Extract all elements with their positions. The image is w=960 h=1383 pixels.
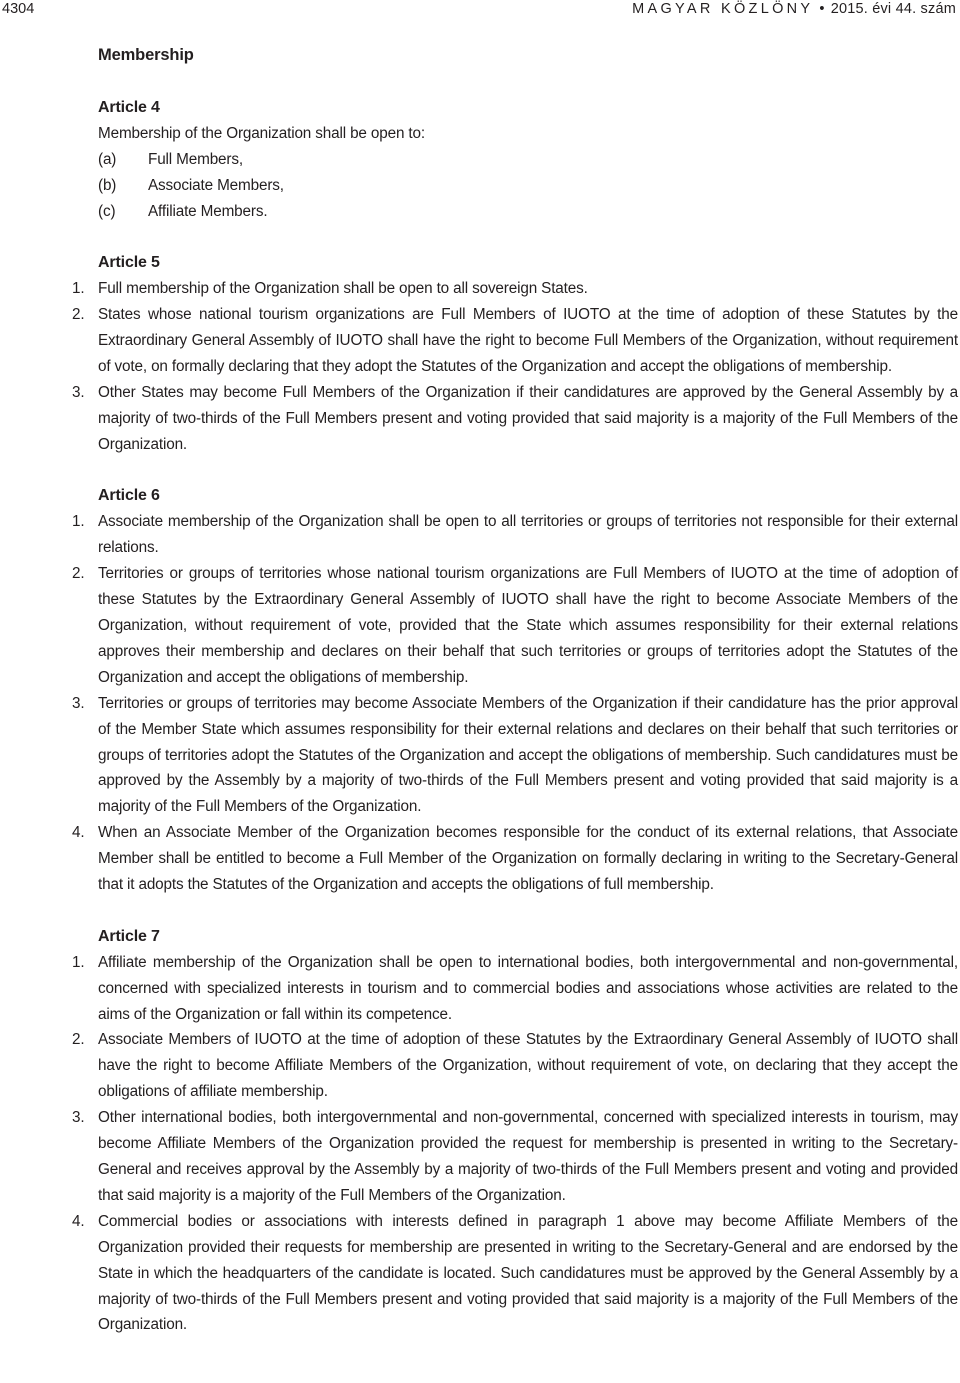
list-item [72, 1105, 958, 1209]
list-marker: 3. [72, 383, 85, 401]
list-marker: 2. [72, 565, 85, 583]
list-item [72, 302, 958, 380]
page-number: 4304 [2, 1, 35, 17]
spacer [98, 458, 958, 484]
list-item-text: When an Associate Member of the Organization becomes responsible for the conduct of its external relations, that Associate Member shall be entitled to become a Full Member of the Organization on formally declaring in writing to the Secretary-General that it adopts the Statutes of the Organization and accepts the obligations of full membership. [98, 824, 958, 894]
issue-label: 2015. évi 44. szám [830, 1, 956, 17]
list-item [98, 173, 958, 199]
list-item-text: Other States may become Full Members of the Organization if their candidatures are approved by the General Assembly by a majority of two-thirds of the Full Members present and voting provided that said majority is a majority of the Full Members of the Organization. [98, 383, 958, 453]
list-item [98, 147, 958, 173]
article-intro: Membership of the Organization shall be open to: [98, 124, 425, 142]
list-item-text: Commercial bodies or associations with interests defined in paragraph 1 above may become Affiliate Members of the Organization provided their requests for membership are presented in writing to the Secretary-General and are endorsed by the State in which the headquarters of the candidate is located. Such candidatures must be approved by the General Assembly by a majority of two-thirds of the Full Members present and voting provided that said majority is a majority of the Full Members of the Organization. [98, 1212, 958, 1334]
spacer [98, 224, 958, 250]
document-body [72, 43, 958, 1338]
page-header [0, 0, 960, 18]
article-title: Article 6 [98, 487, 160, 505]
list-item-text: Territories or groups of territories may become Associate Members of the Organization if their candidature has the prior approval of the Member State which assumes responsibility for their external relations and declares on their behalf that such territories or groups of territories adopt the Statutes of the Organization and accept the obligations of membership. Such candidatures must be approved by the Assembly by a majority of two-thirds of the Full Members present and voting provided that said majority is a majority of the Full Members of the Organization. [98, 694, 958, 816]
article-title: Article 7 [98, 927, 160, 945]
list-item-text: States whose national tourism organizations are Full Members of IUOTO at the time of adoption of these Statutes by the Extraordinary General Assembly of IUOTO shall have the right to become Full Members of the Organization, without requirement of vote, on formally declaring that they adopt the Statutes of the Organization and accept the obligations of membership. [98, 306, 958, 375]
list-item-text: Territories or groups of territories whose national tourism organizations are Full Members of IUOTO at the time of adoption of these Statutes by the Extraordinary General Assembly of IUOTO shall have the right to become Associate Members of the Organization, without requirement of vote, provided that the State which assumes responsibility for their external relations approves their membership and declares on their behalf that such territories or groups of territories adopt the Statutes of the Organization and accept the obligations of membership. [98, 565, 958, 686]
list-marker: 2. [72, 306, 85, 324]
list-item-text: Associate Members of IUOTO at the time of adoption of these Statutes by the Extraordinary General Assembly of IUOTO shall have the right to become Affiliate Members of the Organization, without requirement of vote, on declaring that they accept the obligations of affiliate membership. [98, 1031, 958, 1101]
list-marker: 3. [72, 694, 85, 712]
list-marker: 1. [72, 953, 85, 971]
list-marker: 1. [72, 513, 85, 531]
article-title: Article 5 [98, 254, 160, 272]
list-item [72, 950, 958, 1028]
list-marker: 4. [72, 824, 85, 842]
list-item [72, 820, 958, 898]
numbered-list [72, 950, 958, 1339]
list-item-text: Associate Members, [148, 176, 284, 194]
numbered-list [72, 276, 958, 457]
bullet-separator-icon: • [819, 1, 825, 17]
list-item [72, 276, 958, 302]
list-item [72, 509, 958, 561]
list-item-text: Other international bodies, both intergovernmental and non-governmental, concerned with specialized interests in tourism, may become Affiliate Members of the Organization provided the request for membership is presented in writing to the Secretary-General and receives approval by the Assembly by a majority of two-thirds of the Full Members present and voting and provided that said majority is a majority of the Full Members of the Organization. [98, 1109, 958, 1204]
spacer [98, 69, 958, 95]
list-item [72, 561, 958, 691]
list-marker: 3. [72, 1109, 85, 1127]
list-item-text: Affiliate membership of the Organization shall be open to international bodies, both intergovernmental and non-governmental, concerned with specialized interests in tourism and to commercial bodies and associations whose activities are related to the aims of the Organization or fall within its competence. [98, 953, 958, 1023]
list-item [72, 691, 958, 821]
section-title: Membership [98, 46, 194, 64]
list-marker: (c) [98, 202, 116, 220]
article-title: Article 4 [98, 98, 160, 116]
list-item [72, 380, 958, 458]
list-item [72, 1209, 958, 1339]
list-marker: 4. [72, 1212, 85, 1230]
list-item-text: Full Members, [148, 150, 243, 168]
list-marker: 2. [72, 1031, 85, 1049]
list-marker: (a) [98, 150, 117, 168]
list-marker: 1. [72, 280, 85, 298]
numbered-list [72, 509, 958, 898]
list-item [72, 1027, 958, 1105]
list-marker: (b) [98, 176, 117, 194]
list-item-text: Full membership of the Organization shall be open to all sovereign States. [98, 280, 588, 298]
list-item-text: Associate membership of the Organization shall be open to all territories or groups of territories not responsible for their external relations. [98, 513, 958, 557]
list-item [98, 199, 958, 225]
spacer [98, 898, 958, 924]
running-title [632, 0, 956, 18]
journal-title: MAGYAR KÖZLÖNY [632, 1, 814, 17]
list-item-text: Affiliate Members. [148, 202, 268, 220]
